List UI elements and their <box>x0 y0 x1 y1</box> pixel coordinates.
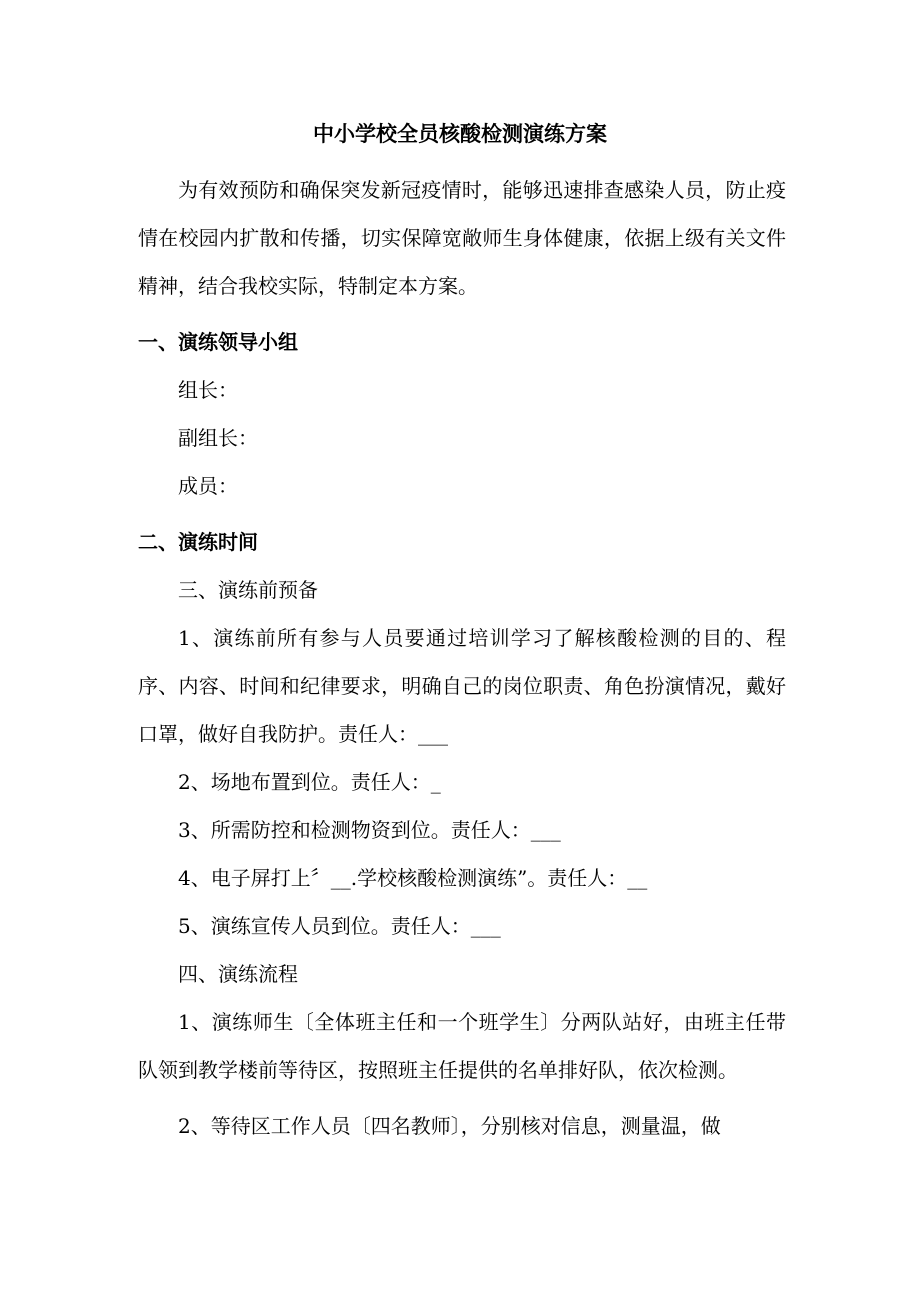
section-heading-leadership: 一、演练领导小组 <box>138 330 298 354</box>
vice-leader-line: 副组长： <box>178 426 258 450</box>
preparation-item: 4、电子屏打上〞__.学校核酸检测演练”。责任人：__ <box>178 866 648 890</box>
document-body <box>138 166 786 1150</box>
preparation-item: 2、场地布置到位。责任人：_ <box>178 770 441 794</box>
process-item: 1、演练师生〔全体班主任和一个班学生〕分两队站好，由班主任带队领到教学楼前等待区，按照班主任提供的名单排好队，依次检测。 <box>138 1010 786 1082</box>
preparation-item: 1、演练前所有参与人员要通过培训学习了解核酸检测的目的、程序、内容、时间和纪律要求，明确自己的岗位职责、角色扮演情况，戴好口罩，做好自我防护。责任人：___ <box>138 626 786 746</box>
preparation-item: 3、所需防控和检测物资到位。责任人：___ <box>178 818 561 842</box>
section-heading-preparation: 三、演练前预备 <box>178 578 318 602</box>
leader-line: 组长： <box>178 378 238 402</box>
members-line: 成员： <box>178 474 238 498</box>
section-heading-time: 二、演练时间 <box>138 530 258 554</box>
intro-paragraph: 为有效预防和确保突发新冠疫情时，能够迅速排查感染人员，防止疫情在校园内扩散和传播，切实保障宽敞师生身体健康，依据上级有关文件精神，结合我校实际，特制定本方案。 <box>138 178 786 298</box>
section-heading-process: 四、演练流程 <box>178 962 298 986</box>
preparation-item: 5、演练宣传人员到位。责任人：___ <box>178 914 501 938</box>
document-title: 中小学校全员核酸检测演练方案 <box>313 122 607 146</box>
process-item: 2、等待区工作人员〔四名教师〕，分别核对信息，测量温，做 <box>178 1114 721 1138</box>
